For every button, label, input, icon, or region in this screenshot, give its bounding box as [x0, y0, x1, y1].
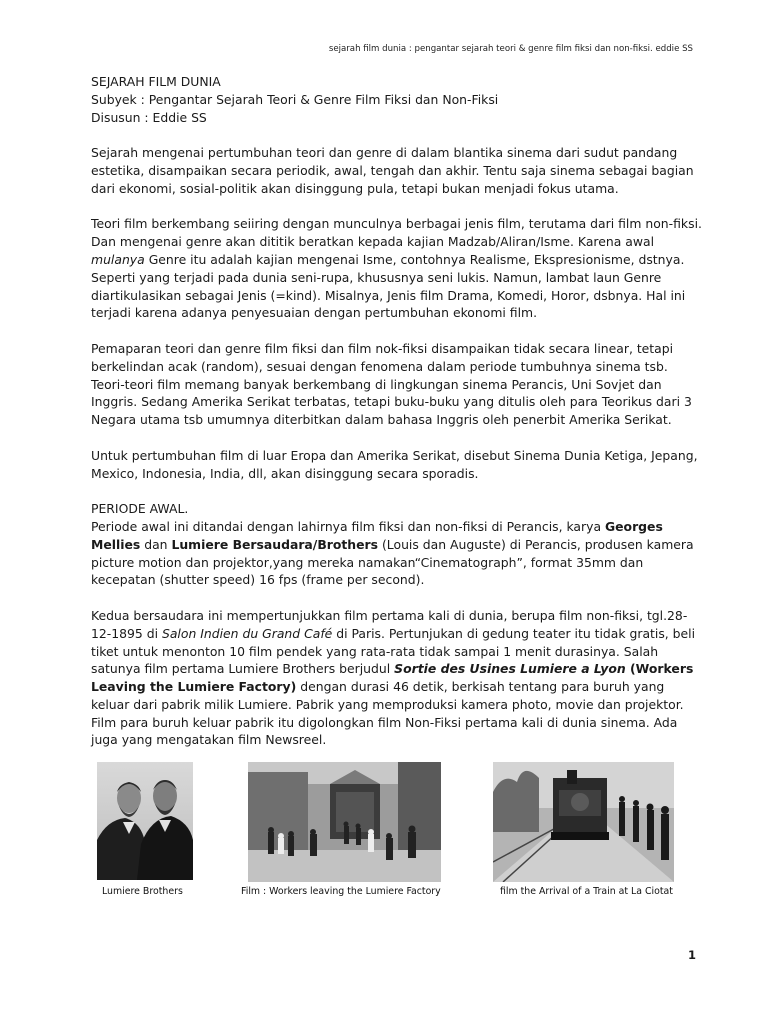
- figure-caption-1: Lumiere Brothers: [102, 886, 183, 897]
- text-run: dengan durasi 46 detik, berkisah tentang para buruh yang keluar dari pabrik milik Lumiere. Pabrik yang memproduksi kamera photo, movie dan projektor. Film para buruh keluar pabrik itu digolongkan film Non-Fiksi pertama kali di dunia sinema. Ada juga yang mengatakan film Newsreel.: [91, 679, 684, 748]
- paragraph-early-period: [91, 518, 703, 589]
- paragraph-presentation: Pemaparan teori dan genre film fiksi dan film nok-fiksi disampaikan tidak secara linear, tetapi berkelindan acak (random), sesuai dengan fenomena dalam periode tumbuhnya sinema tsb. Teori-teori film memang banyak berkembang di lingkungan sinema Perancis, Uni Sovjet dan Inggris. Sedang Amerika Serikat terbatas, tetapi buku-buku yang ditulis oleh para Teorikus dari 3 Negara utama tsb umumnya diterbitkan dalam bahasa Inggris oleh penerbit Amerika Serikat.: [91, 340, 692, 428]
- text-run: di Paris. Pertunjukan di gedung teater itu tidak gratis, beli tiket untuk menonton 10 film pendek yang rata-rata tidak sampai 1 menit durasinya. Salah satunya film pertama Lumiere Brothers berjudul: [91, 625, 696, 677]
- document-subject: Subyek : Pengantar Sejarah Teori & Genre Film Fiksi dan Non-Fiksi: [91, 91, 499, 107]
- bold-run: (Workers Leaving the Lumiere Factory): [91, 661, 694, 695]
- paragraph-third-world: Untuk pertumbuhan film di luar Eropa dan Amerika Serikat, disebut Sinema Dunia Ketiga, Jepang, Mexico, Indonesia, India, dll, akan disinggung secara sporadis.: [91, 447, 698, 481]
- text-run: (Louis dan Auguste) di Perancis, produsen kamera picture motion dan projektor,yang mereka namakan“Cinematograph”, format 35mm dan kecepatan (shutter speed) 16 fps (frame per second).: [91, 536, 694, 588]
- bold-run: Lumiere Bersaudara/Brothers: [171, 536, 379, 552]
- text-run: dan: [140, 536, 172, 552]
- bold-run: Georges Mellies: [91, 518, 663, 552]
- section-heading: PERIODE AWAL.: [91, 501, 189, 517]
- document-author: Disusun : Eddie SS: [91, 109, 207, 125]
- text-run: Periode awal ini ditandai dengan lahirnya film fiksi dan non-fiksi di Perancis, karya: [91, 518, 605, 534]
- text-run: Teori film berkembang seiiring dengan munculnya berbagai jenis film, terutama dari film non-fiksi. Dan mengenai genre akan dititik beratkan kepada kajian Madzab/Aliran/Isme. Karena awal: [91, 216, 702, 250]
- paragraph-theory: [91, 215, 703, 322]
- figure-caption-2: Film : Workers leaving the Lumiere Factory: [241, 886, 441, 897]
- text-run: Genre itu adalah kajian mengenai Isme, contohnya Realisme, Ekspresionisme, dstnya. Seperti yang terjadi pada dunia seni-rupa, khususnya seni lukis. Namun, lambat laun Genre diartikulasikan sebagai Jenis (=kind). Misalnya, Jenis film Drama, Komedi, Horor, dsbnya. Hal ini terjadi karena adanya penyesuaian dengan pertumbuhan ekonomi film.: [91, 251, 686, 321]
- document-title: SEJARAH FILM DUNIA: [91, 74, 221, 89]
- lumiere-brothers-photo: [97, 762, 193, 880]
- document-body: [91, 73, 703, 767]
- paragraph-first-screening: [91, 607, 703, 749]
- page-number: 1: [688, 948, 697, 962]
- paragraph-intro: Sejarah mengenai pertumbuhan teori dan genre di dalam blantika sinema dari sudut pandang estetika, disampaikan secara periodik, awal, tengah dan akhir. Tentu saja sinema sebagai bagian dari ekonomi, sosial-politik akan disinggung pula, tetapi bukan menjadi fokus utama.: [91, 145, 694, 196]
- italic-run: Salon Indien du Grand Café: [161, 625, 333, 641]
- running-header: sejarah film dunia : pengantar sejarah teori & genre film fiksi dan non-fiksi. eddie SS: [328, 44, 693, 54]
- italic-run: mulanya: [91, 251, 145, 267]
- bold-italic-run: Sortie des Usines Lumiere a Lyon: [394, 661, 626, 677]
- text-run: Kedua bersaudara ini mempertunjukkan film pertama kali di dunia, berupa film non-fiksi, tgl.28-12-1895 di: [91, 607, 688, 641]
- workers-leaving-factory-photo: [248, 762, 441, 882]
- figure-caption-3: film the Arrival of a Train at La Ciotat: [500, 886, 673, 897]
- arrival-of-train-photo: [493, 762, 674, 882]
- figure-row: [0, 762, 768, 902]
